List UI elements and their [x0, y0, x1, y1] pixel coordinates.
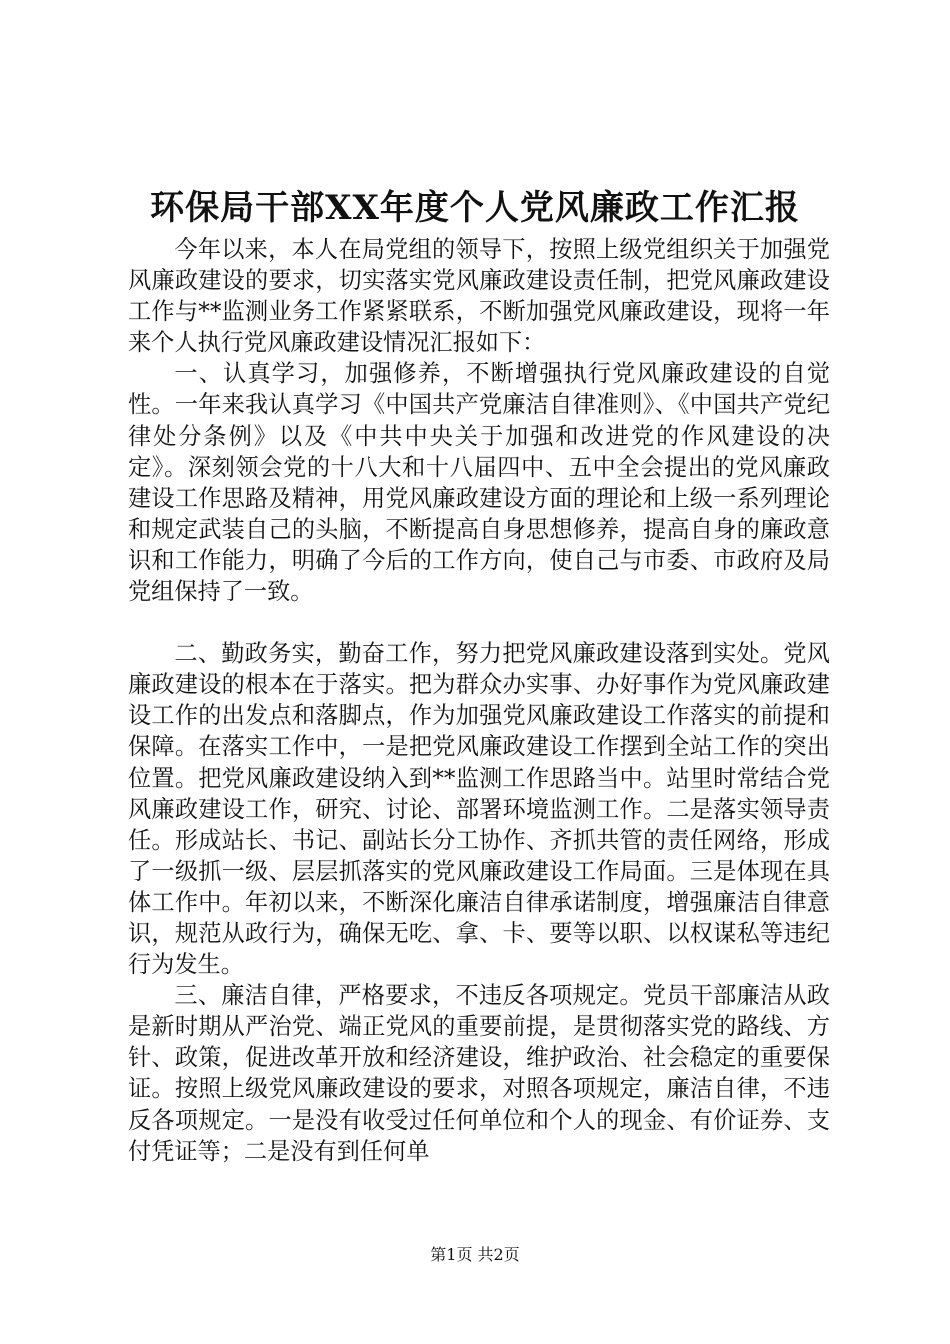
paragraph-section-2: 二、勤政务实，勤奋工作，努力把党风廉政建设落到实处。党风廉政建设的根本在于落实。把为群众办实事、办好事作为党风廉政建设工作的出发点和落脚点，作为加强党风廉政建设工作落实的前提和保障。在落实工作中，一是把党风廉政建设工作摆到全站工作的突出位置。把党风廉政建设纳入到**监测工作思路当中。站里时常结合党风廉政建设工作，研究、讨论、部署环境监测工作。二是落实领导责任。形成站长、书记、副站长分工协作、齐抓共管的责任网络，形成了一级抓一级、层层抓落实的党风廉政建设工作局面。三是体现在具体工作中。年初以来，不断深化廉洁自律承诺制度，增强廉洁自律意识，规范从政行为，确保无吃、拿、卡、要等以职、以权谋私等违纪行为发生。 — [128, 640, 830, 979]
document-body — [128, 234, 830, 1167]
paragraph-intro: 今年以来，本人在局党组的领导下，按照上级党组织关于加强党风廉政建设的要求，切实落实党风廉政建设责任制，把党风廉政建设工作与**监测业务工作紧紧联系，不断加强党风廉政建设，现将一年来个人执行党风廉政建设情况汇报如下： — [128, 236, 830, 357]
page-number-footer: 第1页 共2页 — [430, 1245, 520, 1264]
document-title: 环保局干部XX年度个人党风廉政工作汇报 — [150, 188, 800, 228]
paragraph-section-3: 三、廉洁自律，严格要求，不违反各项规定。党员干部廉洁从政是新时期从严治党、端正党风的重要前提，是贯彻落实党的路线、方针、政策，促进改革开放和经济建设，维护政治、社会稳定的重要保证。按照上级党风廉政建设的要求，对照各项规定，廉洁自律，不违反各项规定。一是没有收受过任何单位和个人的现金、有价证券、支付凭证等；二是没有到任何单 — [128, 982, 830, 1165]
paragraph-section-1: 一、认真学习，加强修养，不断增强执行党风廉政建设的自觉性。一年来我认真学习《中国共产党廉洁自律准则》、《中国共产党纪律处分条例》以及《中共中央关于加强和改进党的作风建设的决定》。深刻领会党的十八大和十八届四中、五中全会提出的党风廉政建设工作思路及精神，用党风廉政建设方面的理论和上级一系列理论和规定武装自己的头脑，不断提高自身思想修养，提高自身的廉政意识和工作能力，明确了今后的工作方向，使自己与市委、市政府及局党组保持了一致。 — [128, 360, 830, 606]
